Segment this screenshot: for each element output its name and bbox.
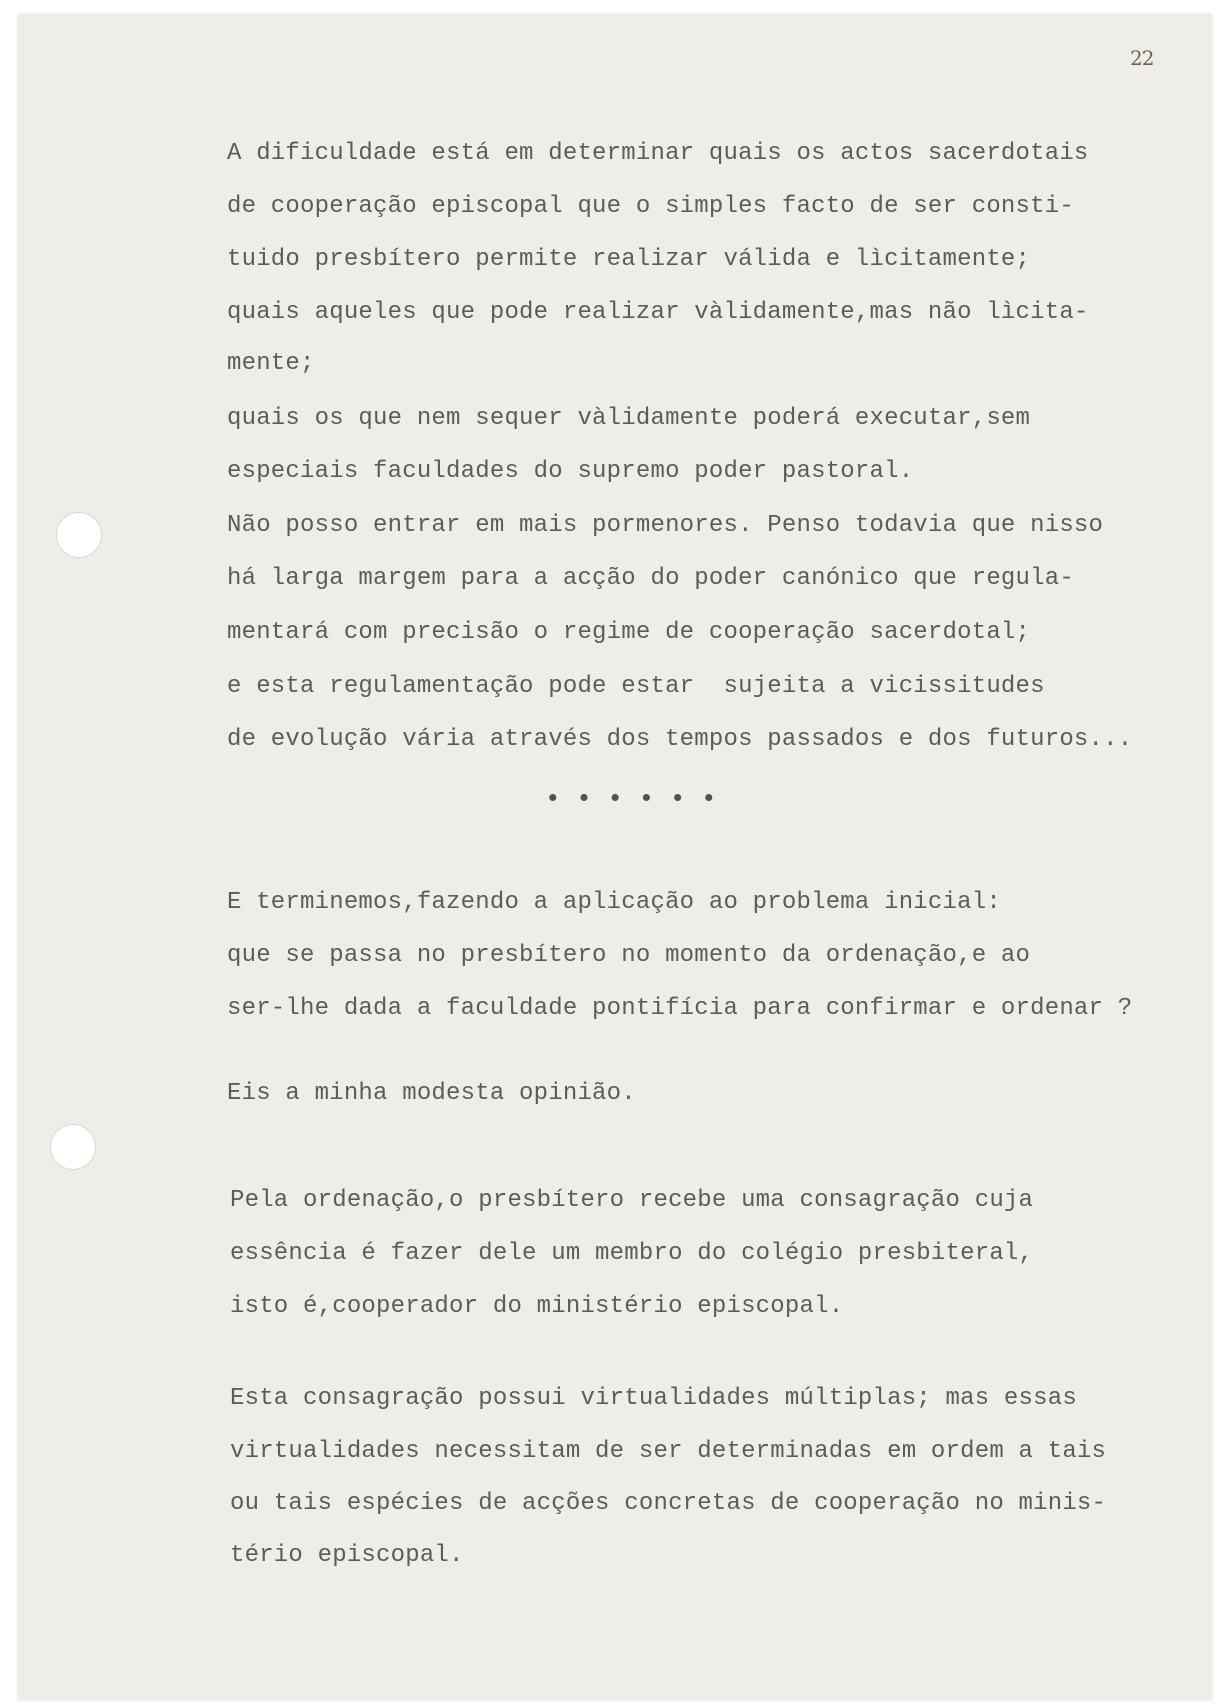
text-line: Não posso entrar em mais pormenores. Penso todavia que nisso bbox=[227, 512, 1104, 539]
text-line: que se passa no presbítero no momento da ordenação,e ao bbox=[227, 942, 1031, 969]
text-line: mente; bbox=[227, 350, 315, 377]
text-line: isto é,cooperador do ministério episcopal. bbox=[230, 1293, 844, 1320]
text-line: e esta regulamentação pode estar sujeita a vicissitudes bbox=[227, 673, 1045, 700]
text-line: mentará com precisão o regime de cooperação sacerdotal; bbox=[227, 619, 1031, 646]
text-line: ou tais espécies de acções concretas de cooperação no minis- bbox=[230, 1490, 1107, 1517]
text-line: essência é fazer dele um membro do colégio presbiteral, bbox=[230, 1240, 1034, 1267]
text-line: virtualidades necessitam de ser determinadas em ordem a tais bbox=[230, 1438, 1107, 1465]
text-line: Eis a minha modesta opinião. bbox=[227, 1080, 636, 1107]
text-line: Pela ordenação,o presbítero recebe uma consagração cuja bbox=[230, 1187, 1034, 1214]
separator-dots: • • • • • • bbox=[545, 784, 717, 814]
page-number: 22 bbox=[1130, 46, 1154, 70]
text-line: quais aqueles que pode realizar vàlidamente,mas não lìcita- bbox=[227, 299, 1089, 326]
text-line: tério episcopal. bbox=[230, 1542, 464, 1569]
text-line: de cooperação episcopal que o simples facto de ser consti- bbox=[227, 193, 1074, 220]
text-line: quais os que nem sequer vàlidamente poderá executar,sem bbox=[227, 405, 1031, 432]
text-line: tuido presbítero permite realizar válida e lìcitamente; bbox=[227, 246, 1031, 273]
punch-hole bbox=[50, 1124, 96, 1170]
text-line: ser-lhe dada a faculdade pontifícia para confirmar e ordenar ? bbox=[227, 995, 1133, 1022]
text-line: E terminemos,fazendo a aplicação ao problema inicial: bbox=[227, 889, 1001, 916]
punch-hole bbox=[56, 512, 102, 558]
text-line: Esta consagração possui virtualidades múltiplas; mas essas bbox=[230, 1385, 1077, 1412]
text-line: A dificuldade está em determinar quais os actos sacerdotais bbox=[227, 140, 1089, 167]
text-line: especiais faculdades do supremo poder pastoral. bbox=[227, 458, 914, 485]
text-line: de evolução vária através dos tempos passados e dos futuros... bbox=[227, 726, 1133, 753]
text-line: há larga margem para a acção do poder canónico que regula- bbox=[227, 565, 1074, 592]
